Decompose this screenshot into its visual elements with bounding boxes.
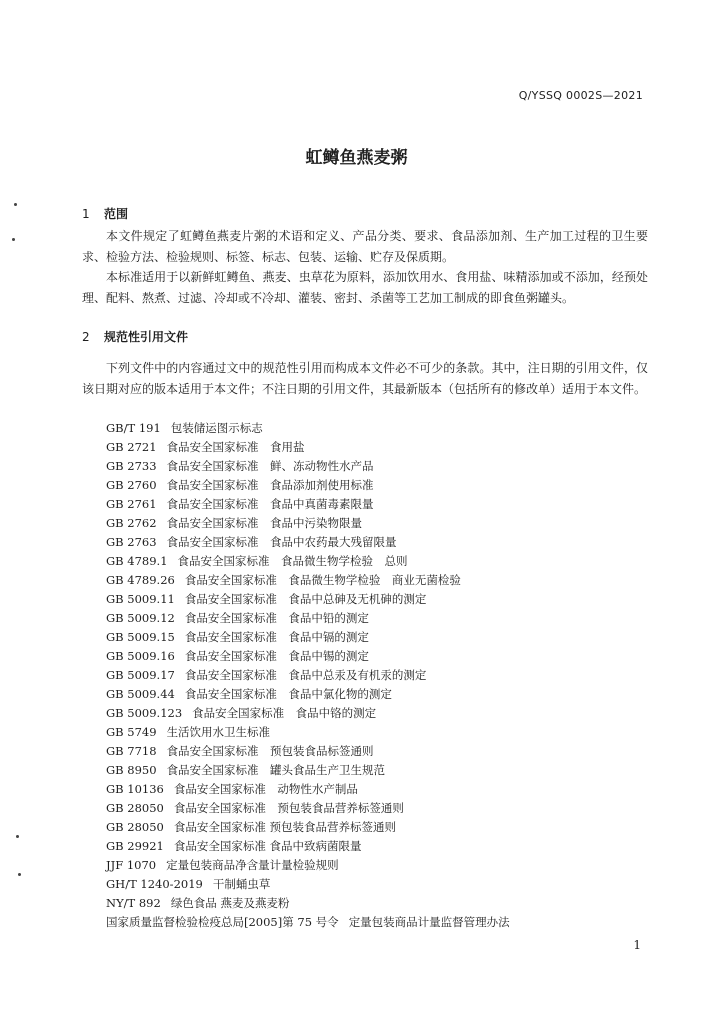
section-heading-references <box>82 328 188 345</box>
reference-title: 干制蛹虫草 <box>212 877 271 891</box>
reference-code: GB 5009.15 <box>106 630 175 644</box>
reference-code: GB 5009.44 <box>106 687 175 701</box>
reference-item <box>106 457 510 476</box>
references-intro-paragraph: 下列文件中的内容通过文中的规范性引用而构成本文件必不可少的条款。其中，注日期的引用文件，仅该日期对应的版本适用于本文件；不注日期的引用文件，其最新版本（包括所有的修改单）适用于本文件。 <box>82 361 648 396</box>
scan-speck <box>14 203 17 206</box>
reference-code: GB/T 191 <box>106 421 161 435</box>
reference-title: 食品安全国家标准 动物性水产制品 <box>173 782 358 796</box>
reference-code: GB 5749 <box>106 725 157 739</box>
reference-item <box>106 704 510 723</box>
reference-item <box>106 875 510 894</box>
reference-title: 食品安全国家标准 食品中污染物限量 <box>166 516 363 530</box>
reference-code: GB 29921 <box>106 839 164 853</box>
reference-item <box>106 856 510 875</box>
reference-code: GB 10136 <box>106 782 164 796</box>
section-number: 1 <box>82 207 90 221</box>
reference-title: 食品安全国家标准 预包装食品营养标签通则 <box>173 801 404 815</box>
reference-code: GB 2763 <box>106 535 157 549</box>
section-number: 2 <box>82 330 90 344</box>
reference-item <box>106 894 510 913</box>
reference-title: 食品安全国家标准 食品中锡的测定 <box>184 649 369 663</box>
reference-item <box>106 799 510 818</box>
reference-code: GB 5009.123 <box>106 706 183 720</box>
reference-title: 食品安全国家标准 预包装食品营养标签通则 <box>173 820 397 834</box>
page-number: 1 <box>633 938 641 952</box>
reference-title: 定量包装商品净含量计量检验规则 <box>166 858 339 872</box>
reference-title: 定量包装商品计量监督管理办法 <box>348 915 510 929</box>
reference-title: 生活饮用水卫生标准 <box>166 725 271 739</box>
reference-item <box>106 666 510 685</box>
reference-item <box>106 438 510 457</box>
reference-title: 食品安全国家标准 食用盐 <box>166 440 305 454</box>
reference-title: 食品安全国家标准 食品中致病菌限量 <box>173 839 362 853</box>
reference-title: 食品安全国家标准 食品添加剂使用标准 <box>166 478 374 492</box>
reference-item <box>106 609 510 628</box>
reference-title: 食品安全国家标准 食品中真菌毒素限量 <box>166 497 374 511</box>
reference-title: 食品安全国家标准 食品中总汞及有机汞的测定 <box>184 668 427 682</box>
reference-title: 食品安全国家标准 食品微生物学检验 总则 <box>177 554 408 568</box>
reference-code: GH/T 1240-2019 <box>106 877 203 891</box>
reference-title: 食品安全国家标准 食品中氯化物的测定 <box>184 687 392 701</box>
reference-code: GB 7718 <box>106 744 157 758</box>
reference-title: 食品安全国家标准 鲜、冻动物性水产品 <box>166 459 374 473</box>
reference-title: 食品安全国家标准 罐头食品生产卫生规范 <box>166 763 386 777</box>
reference-item <box>106 628 510 647</box>
reference-code: NY/T 892 <box>106 896 161 910</box>
reference-title: 食品安全国家标准 食品中铅的测定 <box>184 611 369 625</box>
reference-code: GB 2762 <box>106 516 157 530</box>
reference-code: GB 5009.12 <box>106 611 175 625</box>
section-title: 规范性引用文件 <box>104 330 189 344</box>
reference-item <box>106 495 510 514</box>
reference-item <box>106 514 510 533</box>
reference-item <box>106 761 510 780</box>
reference-item <box>106 476 510 495</box>
reference-title: 绿色食品 燕麦及燕麦粉 <box>170 896 290 910</box>
reference-item <box>106 742 510 761</box>
reference-title: 食品安全国家标准 食品微生物学检验 商业无菌检验 <box>184 573 461 587</box>
reference-item <box>106 590 510 609</box>
reference-code: GB 5009.16 <box>106 649 175 663</box>
scan-speck <box>18 873 21 876</box>
reference-code: GB 28050 <box>106 801 164 815</box>
reference-code: GB 2733 <box>106 459 157 473</box>
reference-item <box>106 533 510 552</box>
reference-item <box>106 837 510 856</box>
reference-title: 食品安全国家标准 食品中农药最大残留限量 <box>166 535 397 549</box>
section-title: 范围 <box>104 207 129 221</box>
scope-paragraph-1: 本文件规定了虹鳟鱼燕麦片粥的术语和定义、产品分类、要求、食品添加剂、生产加工过程的卫生要求、检验方法、检验规则、标签、标志、包装、运输、贮存及保质期。 <box>82 229 648 264</box>
reference-code: JJF 1070 <box>106 858 157 872</box>
reference-code: GB 5009.11 <box>106 592 175 606</box>
reference-title: 食品安全国家标准 食品中镉的测定 <box>184 630 369 644</box>
reference-list <box>106 419 510 932</box>
reference-item <box>106 818 510 837</box>
reference-code: 国家质量监督检验检疫总局[2005]第 75 号令 <box>106 915 339 929</box>
reference-code: GB 4789.26 <box>106 573 175 587</box>
reference-code: GB 2721 <box>106 440 157 454</box>
reference-item <box>106 419 510 438</box>
reference-code: GB 5009.17 <box>106 668 175 682</box>
reference-code: GB 8950 <box>106 763 157 777</box>
reference-code: GB 2760 <box>106 478 157 492</box>
reference-item <box>106 723 510 742</box>
reference-item <box>106 552 510 571</box>
reference-code: GB 4789.1 <box>106 554 168 568</box>
section-heading-scope <box>82 205 128 222</box>
reference-title: 食品安全国家标准 食品中铬的测定 <box>192 706 377 720</box>
reference-item <box>106 685 510 704</box>
reference-item <box>106 913 510 932</box>
reference-title: 包装储运图示标志 <box>170 421 263 435</box>
standard-code: Q/YSSQ 0002S—2021 <box>518 89 643 102</box>
scan-speck <box>16 835 19 838</box>
reference-code: GB 28050 <box>106 820 164 834</box>
document-title: 虹鳟鱼燕麦粥 <box>305 148 408 168</box>
reference-item <box>106 571 510 590</box>
reference-title: 食品安全国家标准 食品中总砷及无机砷的测定 <box>184 592 427 606</box>
reference-title: 食品安全国家标准 预包装食品标签通则 <box>166 744 374 758</box>
scan-speck <box>12 238 15 241</box>
scope-paragraph-2: 本标准适用于以新鲜虹鳟鱼、燕麦、虫草花为原料，添加饮用水、食用盐、味精添加或不添加，经预处理、配料、熬煮、过滤、冷却或不冷却、灌装、密封、杀菌等工艺加工制成的即食鱼粥罐头。 <box>82 270 648 305</box>
reference-item <box>106 780 510 799</box>
reference-code: GB 2761 <box>106 497 157 511</box>
reference-item <box>106 647 510 666</box>
